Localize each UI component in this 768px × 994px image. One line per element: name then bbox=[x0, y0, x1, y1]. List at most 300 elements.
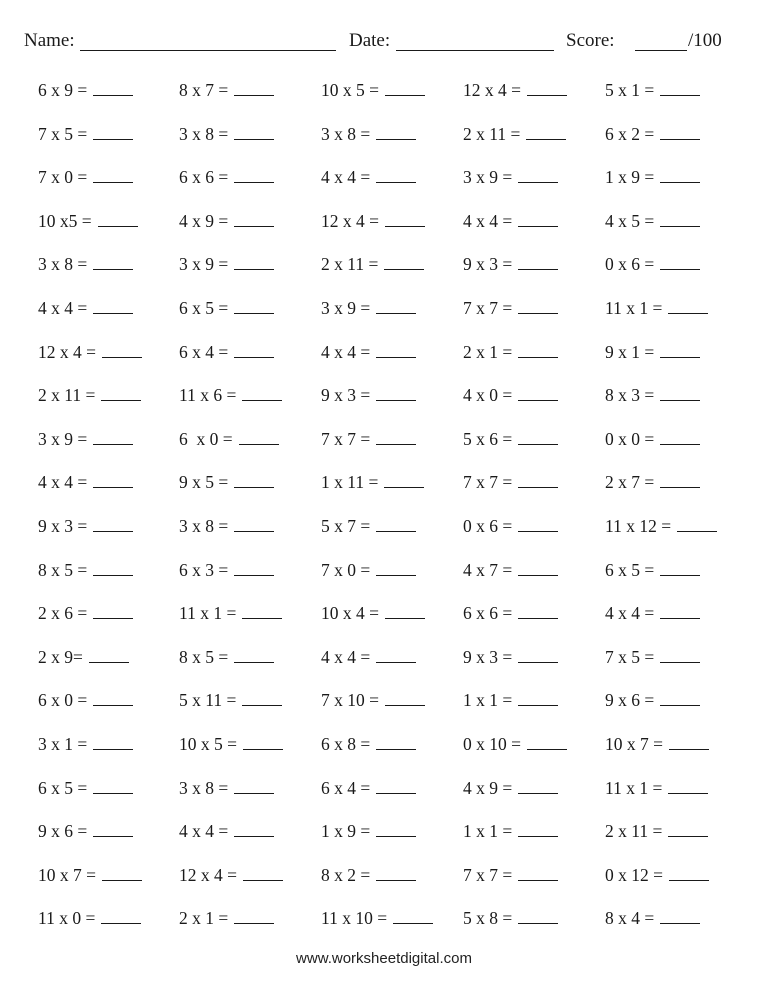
answer-blank[interactable] bbox=[93, 821, 133, 837]
problem-equation: 11 x 12 = bbox=[605, 515, 672, 536]
problem-row bbox=[38, 122, 748, 166]
answer-blank[interactable] bbox=[518, 603, 558, 619]
problem-equation: 2 x 11 = bbox=[321, 254, 379, 275]
answer-blank[interactable] bbox=[101, 385, 141, 401]
problem-item bbox=[38, 863, 142, 887]
problem-equation: 4 x 4 = bbox=[321, 167, 371, 188]
answer-blank[interactable] bbox=[668, 298, 708, 314]
problem-equation: 1 x 9 = bbox=[321, 821, 371, 842]
answer-blank[interactable] bbox=[526, 124, 566, 140]
answer-blank[interactable] bbox=[518, 385, 558, 401]
answer-blank[interactable] bbox=[376, 647, 416, 663]
answer-blank[interactable] bbox=[660, 647, 700, 663]
name-field[interactable] bbox=[80, 50, 336, 51]
problem-equation: 2 x 9= bbox=[38, 646, 83, 667]
problem-equation: 4 x 4 = bbox=[321, 341, 371, 362]
answer-blank[interactable] bbox=[234, 516, 274, 532]
problem-equation: 6 x 5 = bbox=[179, 297, 229, 318]
problem-equation: 10 x 5 = bbox=[321, 80, 379, 100]
problem-grid bbox=[38, 78, 748, 950]
problem-equation: 8 x 4 = bbox=[605, 908, 655, 929]
problem-equation: 7 x 0 = bbox=[321, 559, 371, 580]
problem-equation: 6 x 4 = bbox=[321, 777, 371, 798]
answer-blank[interactable] bbox=[668, 821, 708, 837]
problem-row bbox=[38, 78, 748, 122]
problem-equation: 7 x 7 = bbox=[463, 297, 513, 318]
problem-equation: 2 x 1 = bbox=[179, 908, 229, 929]
answer-blank[interactable] bbox=[93, 124, 133, 140]
answer-blank[interactable] bbox=[518, 516, 558, 532]
answer-blank[interactable] bbox=[234, 342, 274, 358]
answer-blank[interactable] bbox=[376, 385, 416, 401]
answer-blank[interactable] bbox=[243, 865, 283, 881]
answer-blank[interactable] bbox=[376, 778, 416, 794]
answer-blank[interactable] bbox=[384, 254, 424, 270]
problem-item bbox=[38, 78, 133, 102]
problem-equation: 3 x 8 = bbox=[38, 254, 88, 275]
answer-blank[interactable] bbox=[385, 80, 425, 96]
problem-equation: 3 x 9 = bbox=[321, 297, 371, 318]
answer-blank[interactable] bbox=[660, 167, 700, 183]
problem-equation: 5 x 1 = bbox=[605, 80, 655, 100]
answer-blank[interactable] bbox=[660, 80, 700, 96]
answer-blank[interactable] bbox=[660, 690, 700, 706]
problem-item bbox=[605, 165, 700, 189]
problem-equation: 12 x 4 = bbox=[321, 210, 379, 231]
problem-equation: 9 x 3 = bbox=[38, 515, 88, 536]
answer-blank[interactable] bbox=[101, 908, 141, 924]
problem-equation: 4 x 4 = bbox=[38, 472, 88, 493]
problem-item bbox=[38, 688, 133, 712]
problem-equation: 0 x 12 = bbox=[605, 864, 663, 885]
problem-row bbox=[38, 776, 748, 820]
problem-item bbox=[179, 165, 274, 189]
problem-equation: 6 x 6 = bbox=[463, 603, 513, 624]
problem-equation: 9 x 3 = bbox=[463, 254, 513, 275]
problem-item bbox=[179, 645, 274, 669]
answer-blank[interactable] bbox=[93, 472, 133, 488]
answer-blank[interactable] bbox=[660, 385, 700, 401]
problem-equation: 6 x 0 = bbox=[179, 428, 233, 449]
problem-item bbox=[605, 514, 717, 538]
answer-blank[interactable] bbox=[234, 821, 274, 837]
problem-row bbox=[38, 514, 748, 558]
problem-equation: 2 x 11 = bbox=[605, 821, 663, 842]
problem-equation: 7 x 7 = bbox=[463, 864, 513, 885]
problem-equation: 9 x 3 = bbox=[463, 646, 513, 667]
problem-row bbox=[38, 383, 748, 427]
answer-blank[interactable] bbox=[234, 647, 274, 663]
problem-item bbox=[321, 776, 416, 800]
problem-item bbox=[605, 819, 708, 843]
problem-equation: 1 x 9 = bbox=[605, 167, 655, 188]
answer-blank[interactable] bbox=[385, 211, 425, 227]
answer-blank[interactable] bbox=[518, 690, 558, 706]
problem-equation: 9 x 3 = bbox=[321, 385, 371, 406]
problem-item bbox=[179, 209, 274, 233]
problem-item bbox=[321, 819, 416, 843]
problem-equation: 0 x 0 = bbox=[605, 428, 655, 449]
problem-equation: 3 x 8 = bbox=[179, 123, 229, 144]
answer-blank[interactable] bbox=[234, 254, 274, 270]
answer-blank[interactable] bbox=[384, 472, 424, 488]
problem-item bbox=[463, 645, 558, 669]
problem-item bbox=[463, 732, 567, 756]
problem-item bbox=[605, 427, 700, 451]
answer-blank[interactable] bbox=[518, 908, 558, 924]
problem-equation: 6 x 5 = bbox=[605, 559, 655, 580]
answer-blank[interactable] bbox=[234, 298, 274, 314]
problem-item bbox=[179, 78, 274, 102]
answer-blank[interactable] bbox=[93, 80, 133, 96]
answer-blank[interactable] bbox=[660, 560, 700, 576]
problem-item bbox=[38, 906, 141, 930]
problem-equation: 2 x 11 = bbox=[38, 385, 96, 406]
answer-blank[interactable] bbox=[518, 254, 558, 270]
problem-item bbox=[179, 252, 274, 276]
problem-item bbox=[463, 819, 558, 843]
problem-equation: 6 x 3 = bbox=[179, 559, 229, 580]
problem-equation: 11 x 6 = bbox=[179, 385, 237, 406]
problem-item bbox=[179, 863, 283, 887]
answer-blank[interactable] bbox=[234, 167, 274, 183]
answer-blank[interactable] bbox=[518, 342, 558, 358]
problem-item bbox=[321, 78, 425, 102]
problem-item bbox=[321, 906, 433, 930]
answer-blank[interactable] bbox=[660, 908, 700, 924]
problem-equation: 0 x 6 = bbox=[605, 254, 655, 275]
answer-blank[interactable] bbox=[234, 124, 274, 140]
problem-equation: 3 x 1 = bbox=[38, 733, 88, 754]
problem-item bbox=[321, 209, 425, 233]
problem-equation: 4 x 9 = bbox=[179, 210, 229, 231]
problem-item bbox=[179, 383, 282, 407]
problem-equation: 12 x 4 = bbox=[179, 864, 237, 885]
problem-row bbox=[38, 427, 748, 471]
answer-blank[interactable] bbox=[518, 429, 558, 445]
problem-equation: 8 x 7 = bbox=[179, 80, 229, 100]
problem-row bbox=[38, 819, 748, 863]
answer-blank[interactable] bbox=[660, 254, 700, 270]
problem-item bbox=[38, 165, 133, 189]
problem-equation: 3 x 8 = bbox=[321, 123, 371, 144]
problem-item bbox=[463, 514, 558, 538]
problem-equation: 3 x 9 = bbox=[179, 254, 229, 275]
answer-blank[interactable] bbox=[242, 603, 282, 619]
score-label: Score: bbox=[566, 30, 615, 51]
problem-equation: 6 x 0 = bbox=[38, 690, 88, 711]
problem-equation: 3 x 9 = bbox=[38, 428, 88, 449]
answer-blank[interactable] bbox=[98, 211, 138, 227]
answer-blank[interactable] bbox=[376, 560, 416, 576]
date-label: Date: bbox=[349, 30, 391, 51]
problem-item bbox=[463, 252, 558, 276]
problem-item bbox=[605, 383, 700, 407]
problem-equation: 0 x 10 = bbox=[463, 733, 521, 754]
answer-blank[interactable] bbox=[239, 429, 279, 445]
problem-item bbox=[605, 645, 700, 669]
answer-blank[interactable] bbox=[376, 865, 416, 881]
answer-blank[interactable] bbox=[242, 690, 282, 706]
answer-blank[interactable] bbox=[518, 647, 558, 663]
problem-item bbox=[321, 688, 425, 712]
problem-equation: 11 x 1 = bbox=[179, 603, 237, 624]
problem-item bbox=[179, 514, 274, 538]
answer-blank[interactable] bbox=[669, 865, 709, 881]
answer-blank[interactable] bbox=[93, 167, 133, 183]
answer-blank[interactable] bbox=[376, 342, 416, 358]
problem-item bbox=[321, 252, 424, 276]
problem-row bbox=[38, 906, 748, 950]
problem-item bbox=[179, 427, 279, 451]
answer-blank[interactable] bbox=[660, 603, 700, 619]
problem-equation: 7 x 0 = bbox=[38, 167, 88, 188]
problem-item bbox=[605, 209, 700, 233]
footer-url: www.worksheetdigital.com bbox=[296, 950, 472, 967]
problem-item bbox=[179, 601, 282, 625]
problem-item bbox=[321, 122, 416, 146]
answer-blank[interactable] bbox=[518, 821, 558, 837]
problem-item bbox=[605, 732, 709, 756]
problem-equation: 7 x 5 = bbox=[605, 646, 655, 667]
problem-equation: 9 x 6 = bbox=[605, 690, 655, 711]
answer-blank[interactable] bbox=[393, 908, 433, 924]
problem-item bbox=[321, 340, 416, 364]
answer-blank[interactable] bbox=[376, 298, 416, 314]
problem-item bbox=[38, 296, 133, 320]
problem-equation: 8 x 5 = bbox=[179, 646, 229, 667]
answer-blank[interactable] bbox=[93, 254, 133, 270]
problem-equation: 3 x 9 = bbox=[463, 167, 513, 188]
problem-item bbox=[38, 819, 133, 843]
problem-equation: 8 x 2 = bbox=[321, 864, 371, 885]
answer-blank[interactable] bbox=[660, 472, 700, 488]
answer-blank[interactable] bbox=[89, 647, 129, 663]
problem-row bbox=[38, 209, 748, 253]
problem-item bbox=[605, 776, 708, 800]
answer-blank[interactable] bbox=[385, 603, 425, 619]
answer-blank[interactable] bbox=[518, 865, 558, 881]
problem-equation: 2 x 6 = bbox=[38, 603, 88, 624]
problem-equation: 10 x 4 = bbox=[321, 603, 379, 624]
answer-blank[interactable] bbox=[527, 80, 567, 96]
problem-item bbox=[38, 558, 133, 582]
answer-blank[interactable] bbox=[234, 472, 274, 488]
problem-equation: 5 x 8 = bbox=[463, 908, 513, 929]
problem-row bbox=[38, 558, 748, 602]
score-total: /100 bbox=[688, 30, 722, 51]
problem-item bbox=[321, 732, 416, 756]
answer-blank[interactable] bbox=[376, 734, 416, 750]
problem-item bbox=[605, 78, 700, 102]
problem-equation: 4 x 4 = bbox=[463, 210, 513, 231]
problem-equation: 11 x 1 = bbox=[605, 777, 663, 798]
problem-item bbox=[321, 165, 416, 189]
answer-blank[interactable] bbox=[102, 342, 142, 358]
answer-blank[interactable] bbox=[660, 342, 700, 358]
problem-item bbox=[179, 122, 274, 146]
answer-blank[interactable] bbox=[660, 124, 700, 140]
name-label: Name: bbox=[24, 30, 75, 51]
problem-item bbox=[38, 383, 141, 407]
problem-item bbox=[179, 819, 274, 843]
answer-blank[interactable] bbox=[376, 821, 416, 837]
problem-row bbox=[38, 688, 748, 732]
problem-item bbox=[321, 863, 416, 887]
problem-equation: 7 x 10 = bbox=[321, 690, 379, 711]
problem-equation: 4 x 7 = bbox=[463, 559, 513, 580]
problem-item bbox=[179, 296, 274, 320]
problem-item bbox=[179, 688, 282, 712]
problem-item bbox=[605, 470, 700, 494]
answer-blank[interactable] bbox=[376, 167, 416, 183]
problem-equation: 6 x 6 = bbox=[179, 167, 229, 188]
problem-item bbox=[38, 776, 133, 800]
problem-equation: 4 x 4 = bbox=[179, 821, 229, 842]
problem-row bbox=[38, 252, 748, 296]
answer-blank[interactable] bbox=[93, 603, 133, 619]
problem-equation: 10 x 5 = bbox=[179, 733, 237, 754]
answer-blank[interactable] bbox=[93, 734, 133, 750]
answer-blank[interactable] bbox=[660, 429, 700, 445]
problem-row bbox=[38, 340, 748, 384]
problem-item bbox=[463, 340, 558, 364]
problem-item bbox=[463, 601, 558, 625]
problem-equation: 6 x 4 = bbox=[179, 341, 229, 362]
problem-item bbox=[463, 863, 558, 887]
answer-blank[interactable] bbox=[518, 472, 558, 488]
problem-equation: 6 x 5 = bbox=[38, 777, 88, 798]
problem-item bbox=[179, 732, 283, 756]
problem-equation: 2 x 11 = bbox=[463, 123, 521, 144]
problem-item bbox=[321, 296, 416, 320]
problem-row bbox=[38, 165, 748, 209]
problem-item bbox=[605, 688, 700, 712]
answer-blank[interactable] bbox=[102, 865, 142, 881]
problem-item bbox=[463, 209, 558, 233]
answer-blank[interactable] bbox=[93, 778, 133, 794]
answer-blank[interactable] bbox=[234, 211, 274, 227]
answer-blank[interactable] bbox=[93, 516, 133, 532]
answer-blank[interactable] bbox=[376, 429, 416, 445]
problem-item bbox=[463, 906, 558, 930]
problem-item bbox=[321, 470, 424, 494]
answer-blank[interactable] bbox=[234, 560, 274, 576]
answer-blank[interactable] bbox=[660, 211, 700, 227]
problem-item bbox=[321, 558, 416, 582]
problem-row bbox=[38, 470, 748, 514]
score-field[interactable] bbox=[635, 50, 687, 51]
problem-item bbox=[605, 252, 700, 276]
problem-equation: 2 x 1 = bbox=[463, 341, 513, 362]
answer-blank[interactable] bbox=[93, 429, 133, 445]
answer-blank[interactable] bbox=[677, 516, 717, 532]
problem-item bbox=[605, 558, 700, 582]
answer-blank[interactable] bbox=[93, 560, 133, 576]
answer-blank[interactable] bbox=[518, 298, 558, 314]
answer-blank[interactable] bbox=[385, 690, 425, 706]
answer-blank[interactable] bbox=[234, 908, 274, 924]
answer-blank[interactable] bbox=[518, 167, 558, 183]
problem-equation: 8 x 3 = bbox=[605, 385, 655, 406]
answer-blank[interactable] bbox=[234, 778, 274, 794]
problem-item bbox=[179, 776, 274, 800]
answer-blank[interactable] bbox=[518, 778, 558, 794]
problem-item bbox=[463, 776, 558, 800]
answer-blank[interactable] bbox=[93, 690, 133, 706]
problem-equation: 4 x 0 = bbox=[463, 385, 513, 406]
answer-blank[interactable] bbox=[527, 734, 567, 750]
problem-item bbox=[463, 165, 558, 189]
answer-blank[interactable] bbox=[669, 734, 709, 750]
answer-blank[interactable] bbox=[242, 385, 282, 401]
problem-equation: 9 x 1 = bbox=[605, 341, 655, 362]
problem-equation: 5 x 7 = bbox=[321, 515, 371, 536]
problem-equation: 4 x 4 = bbox=[38, 297, 88, 318]
problem-item bbox=[38, 514, 133, 538]
problem-equation: 11 x 1 = bbox=[605, 297, 663, 318]
problem-equation: 1 x 11 = bbox=[321, 472, 379, 493]
problem-item bbox=[463, 427, 558, 451]
problem-item bbox=[179, 470, 274, 494]
problem-equation: 8 x 5 = bbox=[38, 559, 88, 580]
problem-item bbox=[463, 122, 566, 146]
problem-item bbox=[605, 601, 700, 625]
problem-item bbox=[38, 340, 142, 364]
problem-item bbox=[179, 340, 274, 364]
problem-equation: 11 x 0 = bbox=[38, 908, 96, 929]
problem-row bbox=[38, 732, 748, 776]
problem-equation: 2 x 7 = bbox=[605, 472, 655, 493]
problem-equation: 3 x 8 = bbox=[179, 777, 229, 798]
problem-equation: 10 x 7 = bbox=[605, 733, 663, 754]
problem-equation: 4 x 5 = bbox=[605, 210, 655, 231]
answer-blank[interactable] bbox=[243, 734, 283, 750]
problem-item bbox=[38, 732, 133, 756]
answer-blank[interactable] bbox=[93, 298, 133, 314]
problem-item bbox=[179, 906, 274, 930]
answer-blank[interactable] bbox=[234, 80, 274, 96]
answer-blank[interactable] bbox=[376, 124, 416, 140]
problem-item bbox=[463, 78, 567, 102]
problem-item bbox=[463, 688, 558, 712]
problem-equation: 4 x 9 = bbox=[463, 777, 513, 798]
problem-equation: 6 x 2 = bbox=[605, 123, 655, 144]
problem-equation: 3 x 8 = bbox=[179, 515, 229, 536]
answer-blank[interactable] bbox=[376, 516, 416, 532]
problem-equation: 6 x 9 = bbox=[38, 80, 88, 100]
problem-equation: 4 x 4 = bbox=[605, 603, 655, 624]
problem-row bbox=[38, 863, 748, 907]
problem-item bbox=[321, 383, 416, 407]
problem-item bbox=[321, 645, 416, 669]
problem-item bbox=[605, 906, 700, 930]
problem-equation: 7 x 7 = bbox=[321, 428, 371, 449]
problem-item bbox=[605, 863, 709, 887]
answer-blank[interactable] bbox=[518, 560, 558, 576]
problem-equation: 7 x 5 = bbox=[38, 123, 88, 144]
problem-item bbox=[463, 558, 558, 582]
problem-item bbox=[38, 427, 133, 451]
problem-row bbox=[38, 296, 748, 340]
answer-blank[interactable] bbox=[668, 778, 708, 794]
problem-equation: 5 x 11 = bbox=[179, 690, 237, 711]
date-field[interactable] bbox=[396, 50, 554, 51]
answer-blank[interactable] bbox=[518, 211, 558, 227]
problem-row bbox=[38, 645, 748, 689]
problem-item bbox=[179, 558, 274, 582]
problem-equation: 10 x5 = bbox=[38, 210, 92, 231]
